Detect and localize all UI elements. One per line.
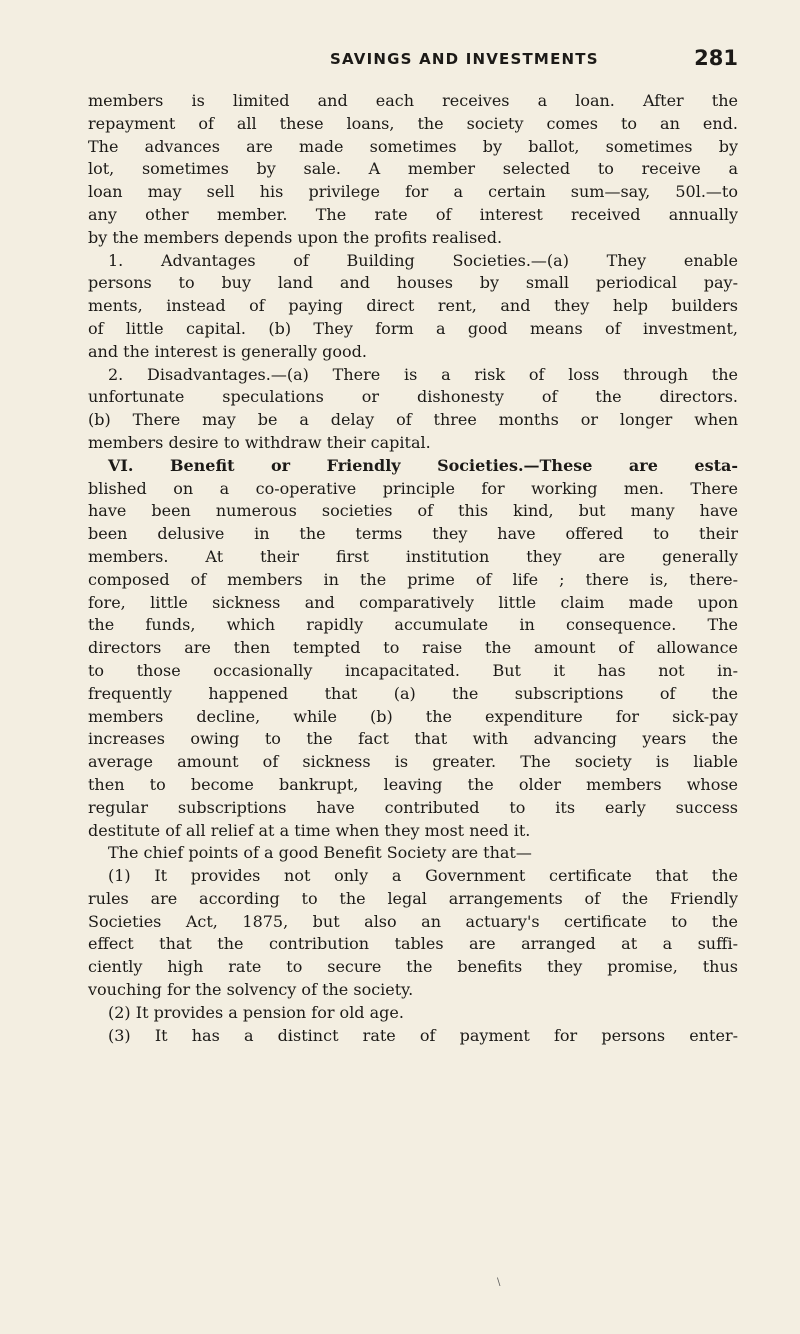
body-text bbox=[88, 90, 738, 1047]
text-line: rules are according to the legal arrangements of the Friendly bbox=[88, 888, 738, 908]
text-line: frequently happened that (a) the subscriptions of the bbox=[88, 683, 738, 703]
text-line: by the members depends upon the profits realised. bbox=[88, 227, 503, 247]
text-line: ciently high rate to secure the benefits they promise, thus bbox=[88, 957, 738, 977]
section-heading-line: 1. Advantages of Building Societies.—(a) They enable bbox=[108, 250, 738, 270]
text-line: ments, instead of paying direct rent, and they help builders bbox=[88, 296, 738, 316]
list-item-line: (2) It provides a pension for old age. bbox=[108, 1002, 404, 1022]
text-line: of little capital. (b) They form a good means of investment, bbox=[88, 318, 738, 338]
text-line: repayment of all these loans, the society comes to an end. bbox=[88, 113, 738, 133]
list-item-line: (3) It has a distinct rate of payment for persons enter- bbox=[108, 1025, 738, 1045]
text-line: persons to buy land and houses by small periodical pay- bbox=[88, 273, 738, 293]
text-line: then to become bankrupt, leaving the older members whose bbox=[88, 774, 738, 794]
text-line: loan may sell his privilege for a certain sum—say, 50l.—to bbox=[88, 182, 738, 202]
text-line: (b) There may be a delay of three months or longer when bbox=[88, 410, 738, 430]
running-title: SAVINGS AND INVESTMENTS bbox=[330, 50, 599, 68]
text-line: Societies Act, 1875, but also an actuary's certificate to the bbox=[88, 911, 738, 931]
text-line: increases owing to the fact that with advancing years the bbox=[88, 729, 738, 749]
text-line: effect that the contribution tables are arranged at a suffi- bbox=[88, 934, 738, 954]
text-line: have been numerous societies of this kind, but many have bbox=[88, 501, 738, 521]
text-line: composed of members in the prime of life ; there is, there- bbox=[88, 569, 738, 589]
text-line: any other member. The rate of interest received annually bbox=[88, 204, 738, 224]
text-line: lot, sometimes by sale. A member selected to receive a bbox=[88, 159, 738, 179]
text-line: regular subscriptions have contributed to its early success bbox=[88, 797, 738, 817]
text-line: to those occasionally incapacitated. But it has not in- bbox=[88, 660, 738, 680]
page-mark: \ bbox=[497, 1277, 501, 1288]
list-item-line: (1) It provides not only a Government certificate that the bbox=[108, 866, 738, 886]
page-number: 281 bbox=[694, 46, 738, 70]
text-line: members is limited and each receives a loan. After the bbox=[88, 91, 738, 110]
text-line: and the interest is generally good. bbox=[88, 341, 367, 361]
section-heading-line: VI. Benefit or Friendly Societies.—These are esta- bbox=[108, 455, 738, 475]
text-line: members. At their first institution they are generally bbox=[88, 546, 738, 566]
text-line: members decline, while (b) the expenditure for sick-pay bbox=[88, 706, 738, 726]
running-head bbox=[88, 46, 738, 76]
text-line: The advances are made sometimes by ballot, sometimes by bbox=[88, 136, 738, 156]
text-line: been delusive in the terms they have offered to their bbox=[88, 524, 738, 544]
text-line: average amount of sickness is greater. The society is liable bbox=[88, 752, 738, 772]
subheading-line: The chief points of a good Benefit Society are that— bbox=[108, 843, 532, 863]
text-line: unfortunate speculations or dishonesty of the directors. bbox=[88, 387, 738, 407]
text-line: fore, little sickness and comparatively little claim made upon bbox=[88, 592, 738, 612]
text-line: directors are then tempted to raise the amount of allowance bbox=[88, 638, 738, 658]
text-line: members desire to withdraw their capital. bbox=[88, 432, 431, 452]
text-line: blished on a co-operative principle for working men. There bbox=[88, 478, 738, 498]
text-line: vouching for the solvency of the society. bbox=[88, 980, 414, 1000]
section-heading-line: 2. Disadvantages.—(a) There is a risk of loss through the bbox=[108, 364, 738, 384]
text-line: destitute of all relief at a time when they most need it. bbox=[88, 820, 531, 840]
text-line: the funds, which rapidly accumulate in consequence. The bbox=[88, 615, 738, 635]
